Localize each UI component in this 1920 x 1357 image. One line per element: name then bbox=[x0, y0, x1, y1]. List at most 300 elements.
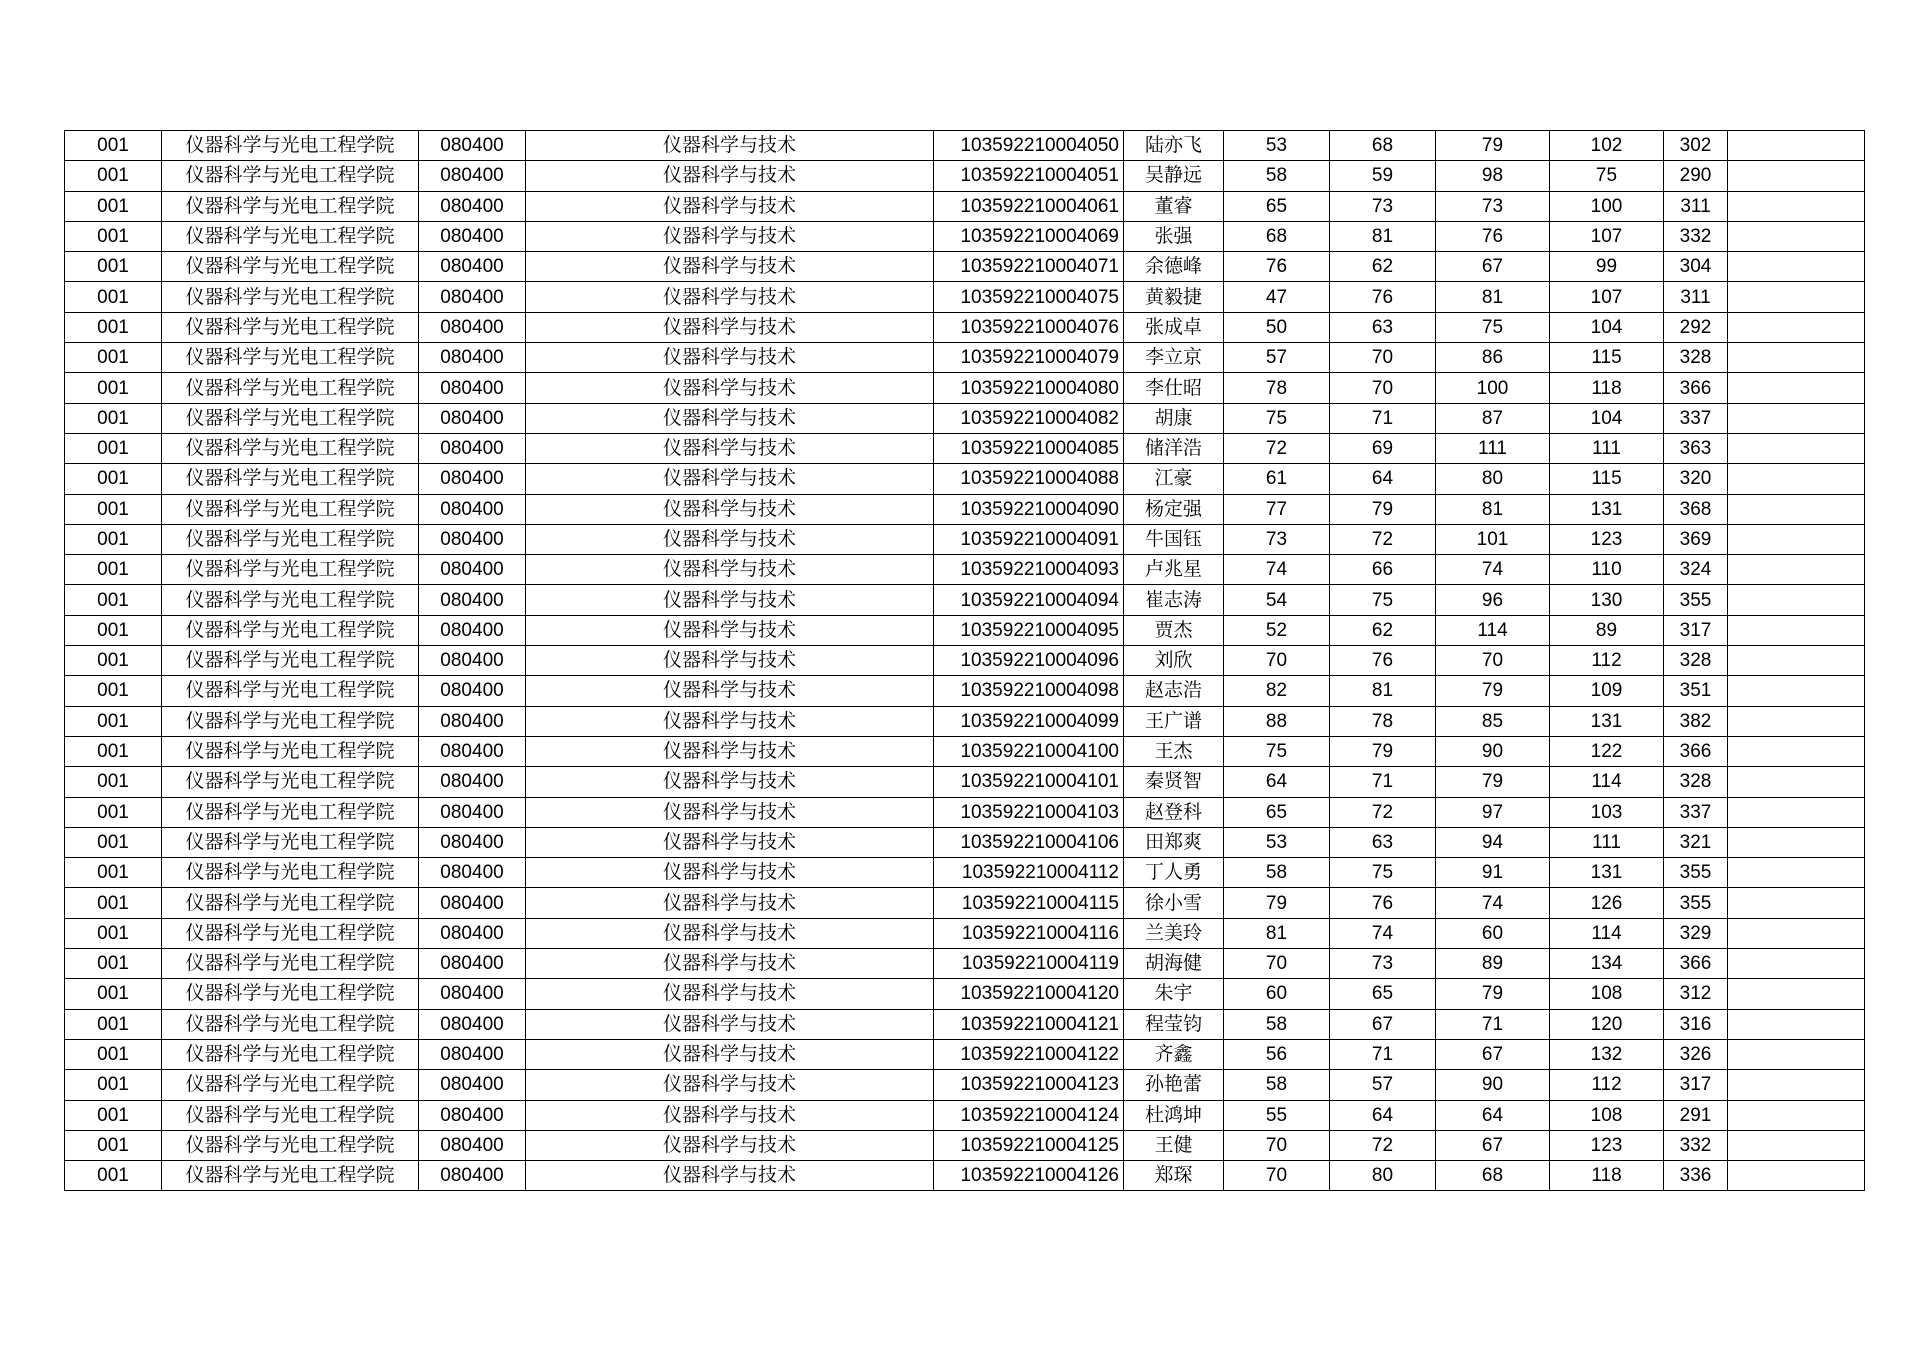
remark-cell bbox=[1728, 676, 1865, 706]
unit-code-cell: 001 bbox=[65, 585, 162, 615]
major-cell: 仪器科学与技术 bbox=[526, 1009, 934, 1039]
table-row bbox=[65, 918, 1865, 948]
unit-code-cell: 001 bbox=[65, 767, 162, 797]
score-2-cell: 72 bbox=[1330, 1130, 1436, 1160]
score-1-cell: 54 bbox=[1224, 585, 1330, 615]
score-2-cell: 59 bbox=[1330, 161, 1436, 191]
unit-code-cell: 001 bbox=[65, 433, 162, 463]
major-code-cell: 080400 bbox=[419, 161, 526, 191]
unit-code-cell: 001 bbox=[65, 858, 162, 888]
score-3-cell: 80 bbox=[1436, 464, 1550, 494]
exam-id-cell: 103592210004069 bbox=[934, 221, 1124, 251]
unit-code-cell: 001 bbox=[65, 706, 162, 736]
candidate-name-cell: 田郑爽 bbox=[1124, 827, 1224, 857]
major-cell: 仪器科学与技术 bbox=[526, 464, 934, 494]
score-4-cell: 108 bbox=[1550, 1100, 1664, 1130]
candidate-name-cell: 秦贤智 bbox=[1124, 767, 1224, 797]
table-row bbox=[65, 524, 1865, 554]
remark-cell bbox=[1728, 191, 1865, 221]
score-2-cell: 75 bbox=[1330, 585, 1436, 615]
major-cell: 仪器科学与技术 bbox=[526, 918, 934, 948]
college-cell: 仪器科学与光电工程学院 bbox=[162, 979, 419, 1009]
score-4-cell: 107 bbox=[1550, 282, 1664, 312]
major-cell: 仪器科学与技术 bbox=[526, 1161, 934, 1191]
total-score-cell: 304 bbox=[1664, 252, 1728, 282]
score-4-cell: 123 bbox=[1550, 1130, 1664, 1160]
score-4-cell: 103 bbox=[1550, 797, 1664, 827]
remark-cell bbox=[1728, 1100, 1865, 1130]
candidate-name-cell: 江豪 bbox=[1124, 464, 1224, 494]
remark-cell bbox=[1728, 524, 1865, 554]
major-code-cell: 080400 bbox=[419, 888, 526, 918]
major-cell: 仪器科学与技术 bbox=[526, 343, 934, 373]
score-1-cell: 65 bbox=[1224, 797, 1330, 827]
score-3-cell: 74 bbox=[1436, 888, 1550, 918]
score-2-cell: 63 bbox=[1330, 312, 1436, 342]
exam-id-cell: 103592210004122 bbox=[934, 1039, 1124, 1069]
exam-id-cell: 103592210004100 bbox=[934, 736, 1124, 766]
major-code-cell: 080400 bbox=[419, 464, 526, 494]
major-code-cell: 080400 bbox=[419, 191, 526, 221]
candidate-name-cell: 丁人勇 bbox=[1124, 858, 1224, 888]
score-2-cell: 64 bbox=[1330, 464, 1436, 494]
score-1-cell: 70 bbox=[1224, 1161, 1330, 1191]
candidate-name-cell: 张强 bbox=[1124, 221, 1224, 251]
table-row bbox=[65, 252, 1865, 282]
major-code-cell: 080400 bbox=[419, 252, 526, 282]
table-row bbox=[65, 433, 1865, 463]
total-score-cell: 366 bbox=[1664, 949, 1728, 979]
score-3-cell: 79 bbox=[1436, 676, 1550, 706]
score-4-cell: 118 bbox=[1550, 373, 1664, 403]
score-4-cell: 115 bbox=[1550, 464, 1664, 494]
exam-id-cell: 103592210004095 bbox=[934, 615, 1124, 645]
score-2-cell: 81 bbox=[1330, 676, 1436, 706]
major-cell: 仪器科学与技术 bbox=[526, 312, 934, 342]
score-3-cell: 91 bbox=[1436, 858, 1550, 888]
unit-code-cell: 001 bbox=[65, 252, 162, 282]
candidate-name-cell: 崔志涛 bbox=[1124, 585, 1224, 615]
candidate-name-cell: 徐小雪 bbox=[1124, 888, 1224, 918]
score-3-cell: 114 bbox=[1436, 615, 1550, 645]
score-1-cell: 79 bbox=[1224, 888, 1330, 918]
remark-cell bbox=[1728, 343, 1865, 373]
table-row bbox=[65, 767, 1865, 797]
score-4-cell: 102 bbox=[1550, 131, 1664, 161]
unit-code-cell: 001 bbox=[65, 555, 162, 585]
college-cell: 仪器科学与光电工程学院 bbox=[162, 433, 419, 463]
college-cell: 仪器科学与光电工程学院 bbox=[162, 858, 419, 888]
unit-code-cell: 001 bbox=[65, 615, 162, 645]
table-row bbox=[65, 312, 1865, 342]
college-cell: 仪器科学与光电工程学院 bbox=[162, 676, 419, 706]
score-2-cell: 72 bbox=[1330, 524, 1436, 554]
score-1-cell: 58 bbox=[1224, 1070, 1330, 1100]
college-cell: 仪器科学与光电工程学院 bbox=[162, 888, 419, 918]
score-1-cell: 52 bbox=[1224, 615, 1330, 645]
score-2-cell: 70 bbox=[1330, 373, 1436, 403]
score-4-cell: 126 bbox=[1550, 888, 1664, 918]
score-3-cell: 98 bbox=[1436, 161, 1550, 191]
score-3-cell: 97 bbox=[1436, 797, 1550, 827]
college-cell: 仪器科学与光电工程学院 bbox=[162, 1100, 419, 1130]
total-score-cell: 290 bbox=[1664, 161, 1728, 191]
total-score-cell: 321 bbox=[1664, 827, 1728, 857]
remark-cell bbox=[1728, 433, 1865, 463]
score-3-cell: 79 bbox=[1436, 767, 1550, 797]
score-2-cell: 69 bbox=[1330, 433, 1436, 463]
unit-code-cell: 001 bbox=[65, 343, 162, 373]
score-3-cell: 81 bbox=[1436, 494, 1550, 524]
major-cell: 仪器科学与技术 bbox=[526, 736, 934, 766]
candidate-name-cell: 储洋浩 bbox=[1124, 433, 1224, 463]
score-1-cell: 57 bbox=[1224, 343, 1330, 373]
score-4-cell: 122 bbox=[1550, 736, 1664, 766]
score-1-cell: 88 bbox=[1224, 706, 1330, 736]
remark-cell bbox=[1728, 1070, 1865, 1100]
unit-code-cell: 001 bbox=[65, 1009, 162, 1039]
exam-id-cell: 103592210004079 bbox=[934, 343, 1124, 373]
total-score-cell: 302 bbox=[1664, 131, 1728, 161]
college-cell: 仪器科学与光电工程学院 bbox=[162, 221, 419, 251]
score-2-cell: 67 bbox=[1330, 1009, 1436, 1039]
major-code-cell: 080400 bbox=[419, 1039, 526, 1069]
score-2-cell: 76 bbox=[1330, 646, 1436, 676]
unit-code-cell: 001 bbox=[65, 1070, 162, 1100]
score-3-cell: 75 bbox=[1436, 312, 1550, 342]
total-score-cell: 336 bbox=[1664, 1161, 1728, 1191]
table-row bbox=[65, 131, 1865, 161]
score-2-cell: 57 bbox=[1330, 1070, 1436, 1100]
table-row bbox=[65, 646, 1865, 676]
major-code-cell: 080400 bbox=[419, 797, 526, 827]
remark-cell bbox=[1728, 252, 1865, 282]
score-4-cell: 134 bbox=[1550, 949, 1664, 979]
table-row bbox=[65, 615, 1865, 645]
total-score-cell: 312 bbox=[1664, 979, 1728, 1009]
table-row bbox=[65, 706, 1865, 736]
candidate-name-cell: 余德峰 bbox=[1124, 252, 1224, 282]
college-cell: 仪器科学与光电工程学院 bbox=[162, 343, 419, 373]
score-4-cell: 108 bbox=[1550, 979, 1664, 1009]
unit-code-cell: 001 bbox=[65, 1100, 162, 1130]
unit-code-cell: 001 bbox=[65, 918, 162, 948]
score-2-cell: 75 bbox=[1330, 858, 1436, 888]
remark-cell bbox=[1728, 312, 1865, 342]
score-4-cell: 131 bbox=[1550, 706, 1664, 736]
score-2-cell: 70 bbox=[1330, 343, 1436, 373]
candidate-name-cell: 朱宇 bbox=[1124, 979, 1224, 1009]
major-cell: 仪器科学与技术 bbox=[526, 221, 934, 251]
candidate-name-cell: 杨定强 bbox=[1124, 494, 1224, 524]
unit-code-cell: 001 bbox=[65, 161, 162, 191]
table-row bbox=[65, 1100, 1865, 1130]
remark-cell bbox=[1728, 282, 1865, 312]
score-4-cell: 120 bbox=[1550, 1009, 1664, 1039]
score-3-cell: 67 bbox=[1436, 1039, 1550, 1069]
major-cell: 仪器科学与技术 bbox=[526, 555, 934, 585]
remark-cell bbox=[1728, 1161, 1865, 1191]
major-cell: 仪器科学与技术 bbox=[526, 403, 934, 433]
college-cell: 仪器科学与光电工程学院 bbox=[162, 464, 419, 494]
major-code-cell: 080400 bbox=[419, 827, 526, 857]
major-cell: 仪器科学与技术 bbox=[526, 494, 934, 524]
score-4-cell: 114 bbox=[1550, 767, 1664, 797]
major-cell: 仪器科学与技术 bbox=[526, 767, 934, 797]
total-score-cell: 317 bbox=[1664, 615, 1728, 645]
score-1-cell: 64 bbox=[1224, 767, 1330, 797]
exam-id-cell: 103592210004120 bbox=[934, 979, 1124, 1009]
score-1-cell: 47 bbox=[1224, 282, 1330, 312]
college-cell: 仪器科学与光电工程学院 bbox=[162, 646, 419, 676]
score-2-cell: 71 bbox=[1330, 403, 1436, 433]
major-code-cell: 080400 bbox=[419, 676, 526, 706]
table-row bbox=[65, 191, 1865, 221]
score-4-cell: 130 bbox=[1550, 585, 1664, 615]
score-1-cell: 68 bbox=[1224, 221, 1330, 251]
score-1-cell: 81 bbox=[1224, 918, 1330, 948]
unit-code-cell: 001 bbox=[65, 736, 162, 766]
exam-id-cell: 103592210004115 bbox=[934, 888, 1124, 918]
score-4-cell: 131 bbox=[1550, 858, 1664, 888]
candidate-name-cell: 吴静远 bbox=[1124, 161, 1224, 191]
total-score-cell: 369 bbox=[1664, 524, 1728, 554]
score-3-cell: 67 bbox=[1436, 252, 1550, 282]
major-code-cell: 080400 bbox=[419, 1161, 526, 1191]
major-code-cell: 080400 bbox=[419, 1070, 526, 1100]
score-1-cell: 55 bbox=[1224, 1100, 1330, 1130]
table-row bbox=[65, 555, 1865, 585]
major-code-cell: 080400 bbox=[419, 373, 526, 403]
table-row bbox=[65, 464, 1865, 494]
college-cell: 仪器科学与光电工程学院 bbox=[162, 1161, 419, 1191]
major-cell: 仪器科学与技术 bbox=[526, 524, 934, 554]
score-3-cell: 100 bbox=[1436, 373, 1550, 403]
score-3-cell: 90 bbox=[1436, 736, 1550, 766]
exam-id-cell: 103592210004125 bbox=[934, 1130, 1124, 1160]
score-2-cell: 73 bbox=[1330, 191, 1436, 221]
major-code-cell: 080400 bbox=[419, 615, 526, 645]
unit-code-cell: 001 bbox=[65, 646, 162, 676]
total-score-cell: 320 bbox=[1664, 464, 1728, 494]
total-score-cell: 291 bbox=[1664, 1100, 1728, 1130]
score-1-cell: 70 bbox=[1224, 949, 1330, 979]
major-cell: 仪器科学与技术 bbox=[526, 161, 934, 191]
major-cell: 仪器科学与技术 bbox=[526, 1130, 934, 1160]
major-cell: 仪器科学与技术 bbox=[526, 979, 934, 1009]
remark-cell bbox=[1728, 585, 1865, 615]
score-2-cell: 81 bbox=[1330, 221, 1436, 251]
score-1-cell: 53 bbox=[1224, 131, 1330, 161]
major-cell: 仪器科学与技术 bbox=[526, 252, 934, 282]
score-4-cell: 131 bbox=[1550, 494, 1664, 524]
table-row bbox=[65, 676, 1865, 706]
score-3-cell: 96 bbox=[1436, 585, 1550, 615]
major-code-cell: 080400 bbox=[419, 1009, 526, 1039]
score-3-cell: 79 bbox=[1436, 131, 1550, 161]
total-score-cell: 326 bbox=[1664, 1039, 1728, 1069]
candidate-name-cell: 杜鸿坤 bbox=[1124, 1100, 1224, 1130]
table-row bbox=[65, 736, 1865, 766]
college-cell: 仪器科学与光电工程学院 bbox=[162, 373, 419, 403]
table-row bbox=[65, 858, 1865, 888]
candidate-name-cell: 张成卓 bbox=[1124, 312, 1224, 342]
total-score-cell: 311 bbox=[1664, 282, 1728, 312]
unit-code-cell: 001 bbox=[65, 524, 162, 554]
major-cell: 仪器科学与技术 bbox=[526, 191, 934, 221]
table-row bbox=[65, 979, 1865, 1009]
unit-code-cell: 001 bbox=[65, 1130, 162, 1160]
candidate-name-cell: 齐鑫 bbox=[1124, 1039, 1224, 1069]
exam-id-cell: 103592210004071 bbox=[934, 252, 1124, 282]
score-table bbox=[64, 130, 1865, 1191]
score-1-cell: 73 bbox=[1224, 524, 1330, 554]
score-4-cell: 104 bbox=[1550, 403, 1664, 433]
candidate-name-cell: 赵志浩 bbox=[1124, 676, 1224, 706]
score-1-cell: 60 bbox=[1224, 979, 1330, 1009]
score-3-cell: 64 bbox=[1436, 1100, 1550, 1130]
major-cell: 仪器科学与技术 bbox=[526, 888, 934, 918]
score-4-cell: 107 bbox=[1550, 221, 1664, 251]
exam-id-cell: 103592210004116 bbox=[934, 918, 1124, 948]
score-4-cell: 115 bbox=[1550, 343, 1664, 373]
total-score-cell: 355 bbox=[1664, 888, 1728, 918]
major-code-cell: 080400 bbox=[419, 1130, 526, 1160]
candidate-name-cell: 胡康 bbox=[1124, 403, 1224, 433]
exam-id-cell: 103592210004088 bbox=[934, 464, 1124, 494]
candidate-name-cell: 牛国钰 bbox=[1124, 524, 1224, 554]
exam-id-cell: 103592210004106 bbox=[934, 827, 1124, 857]
total-score-cell: 316 bbox=[1664, 1009, 1728, 1039]
total-score-cell: 363 bbox=[1664, 433, 1728, 463]
total-score-cell: 332 bbox=[1664, 1130, 1728, 1160]
score-3-cell: 70 bbox=[1436, 646, 1550, 676]
major-code-cell: 080400 bbox=[419, 949, 526, 979]
unit-code-cell: 001 bbox=[65, 888, 162, 918]
total-score-cell: 351 bbox=[1664, 676, 1728, 706]
score-3-cell: 68 bbox=[1436, 1161, 1550, 1191]
exam-id-cell: 103592210004123 bbox=[934, 1070, 1124, 1100]
score-1-cell: 75 bbox=[1224, 736, 1330, 766]
total-score-cell: 324 bbox=[1664, 555, 1728, 585]
candidate-name-cell: 胡海健 bbox=[1124, 949, 1224, 979]
score-3-cell: 81 bbox=[1436, 282, 1550, 312]
college-cell: 仪器科学与光电工程学院 bbox=[162, 131, 419, 161]
exam-id-cell: 103592210004093 bbox=[934, 555, 1124, 585]
remark-cell bbox=[1728, 736, 1865, 766]
exam-id-cell: 103592210004080 bbox=[934, 373, 1124, 403]
total-score-cell: 366 bbox=[1664, 373, 1728, 403]
remark-cell bbox=[1728, 555, 1865, 585]
college-cell: 仪器科学与光电工程学院 bbox=[162, 615, 419, 645]
college-cell: 仪器科学与光电工程学院 bbox=[162, 282, 419, 312]
college-cell: 仪器科学与光电工程学院 bbox=[162, 524, 419, 554]
exam-id-cell: 103592210004112 bbox=[934, 858, 1124, 888]
score-2-cell: 76 bbox=[1330, 282, 1436, 312]
major-code-cell: 080400 bbox=[419, 433, 526, 463]
major-cell: 仪器科学与技术 bbox=[526, 373, 934, 403]
score-4-cell: 111 bbox=[1550, 827, 1664, 857]
score-1-cell: 65 bbox=[1224, 191, 1330, 221]
score-1-cell: 58 bbox=[1224, 858, 1330, 888]
score-2-cell: 62 bbox=[1330, 615, 1436, 645]
candidate-name-cell: 程莹钧 bbox=[1124, 1009, 1224, 1039]
unit-code-cell: 001 bbox=[65, 1161, 162, 1191]
unit-code-cell: 001 bbox=[65, 797, 162, 827]
table-row bbox=[65, 1039, 1865, 1069]
score-3-cell: 86 bbox=[1436, 343, 1550, 373]
candidate-name-cell: 陆亦飞 bbox=[1124, 131, 1224, 161]
college-cell: 仪器科学与光电工程学院 bbox=[162, 767, 419, 797]
exam-id-cell: 103592210004082 bbox=[934, 403, 1124, 433]
major-code-cell: 080400 bbox=[419, 1100, 526, 1130]
college-cell: 仪器科学与光电工程学院 bbox=[162, 1039, 419, 1069]
total-score-cell: 328 bbox=[1664, 343, 1728, 373]
score-1-cell: 78 bbox=[1224, 373, 1330, 403]
exam-id-cell: 103592210004124 bbox=[934, 1100, 1124, 1130]
unit-code-cell: 001 bbox=[65, 131, 162, 161]
major-cell: 仪器科学与技术 bbox=[526, 1100, 934, 1130]
major-code-cell: 080400 bbox=[419, 221, 526, 251]
score-3-cell: 87 bbox=[1436, 403, 1550, 433]
remark-cell bbox=[1728, 858, 1865, 888]
major-cell: 仪器科学与技术 bbox=[526, 676, 934, 706]
score-2-cell: 80 bbox=[1330, 1161, 1436, 1191]
score-1-cell: 50 bbox=[1224, 312, 1330, 342]
unit-code-cell: 001 bbox=[65, 403, 162, 433]
major-code-cell: 080400 bbox=[419, 403, 526, 433]
exam-id-cell: 103592210004061 bbox=[934, 191, 1124, 221]
score-4-cell: 123 bbox=[1550, 524, 1664, 554]
score-4-cell: 112 bbox=[1550, 646, 1664, 676]
major-code-cell: 080400 bbox=[419, 858, 526, 888]
table-row bbox=[65, 1070, 1865, 1100]
score-3-cell: 85 bbox=[1436, 706, 1550, 736]
score-4-cell: 112 bbox=[1550, 1070, 1664, 1100]
score-table-body bbox=[65, 131, 1865, 1191]
major-code-cell: 080400 bbox=[419, 918, 526, 948]
exam-id-cell: 103592210004096 bbox=[934, 646, 1124, 676]
college-cell: 仪器科学与光电工程学院 bbox=[162, 827, 419, 857]
total-score-cell: 355 bbox=[1664, 585, 1728, 615]
unit-code-cell: 001 bbox=[65, 221, 162, 251]
college-cell: 仪器科学与光电工程学院 bbox=[162, 403, 419, 433]
score-3-cell: 79 bbox=[1436, 979, 1550, 1009]
score-1-cell: 70 bbox=[1224, 1130, 1330, 1160]
candidate-name-cell: 董睿 bbox=[1124, 191, 1224, 221]
score-2-cell: 62 bbox=[1330, 252, 1436, 282]
exam-id-cell: 103592210004098 bbox=[934, 676, 1124, 706]
remark-cell bbox=[1728, 827, 1865, 857]
score-4-cell: 132 bbox=[1550, 1039, 1664, 1069]
score-3-cell: 76 bbox=[1436, 221, 1550, 251]
major-code-cell: 080400 bbox=[419, 706, 526, 736]
score-2-cell: 78 bbox=[1330, 706, 1436, 736]
exam-id-cell: 103592210004119 bbox=[934, 949, 1124, 979]
college-cell: 仪器科学与光电工程学院 bbox=[162, 1070, 419, 1100]
score-2-cell: 66 bbox=[1330, 555, 1436, 585]
exam-id-cell: 103592210004121 bbox=[934, 1009, 1124, 1039]
unit-code-cell: 001 bbox=[65, 282, 162, 312]
table-row bbox=[65, 585, 1865, 615]
score-2-cell: 73 bbox=[1330, 949, 1436, 979]
score-3-cell: 73 bbox=[1436, 191, 1550, 221]
candidate-name-cell: 黄毅捷 bbox=[1124, 282, 1224, 312]
score-4-cell: 110 bbox=[1550, 555, 1664, 585]
score-2-cell: 71 bbox=[1330, 1039, 1436, 1069]
table-row bbox=[65, 1009, 1865, 1039]
remark-cell bbox=[1728, 615, 1865, 645]
